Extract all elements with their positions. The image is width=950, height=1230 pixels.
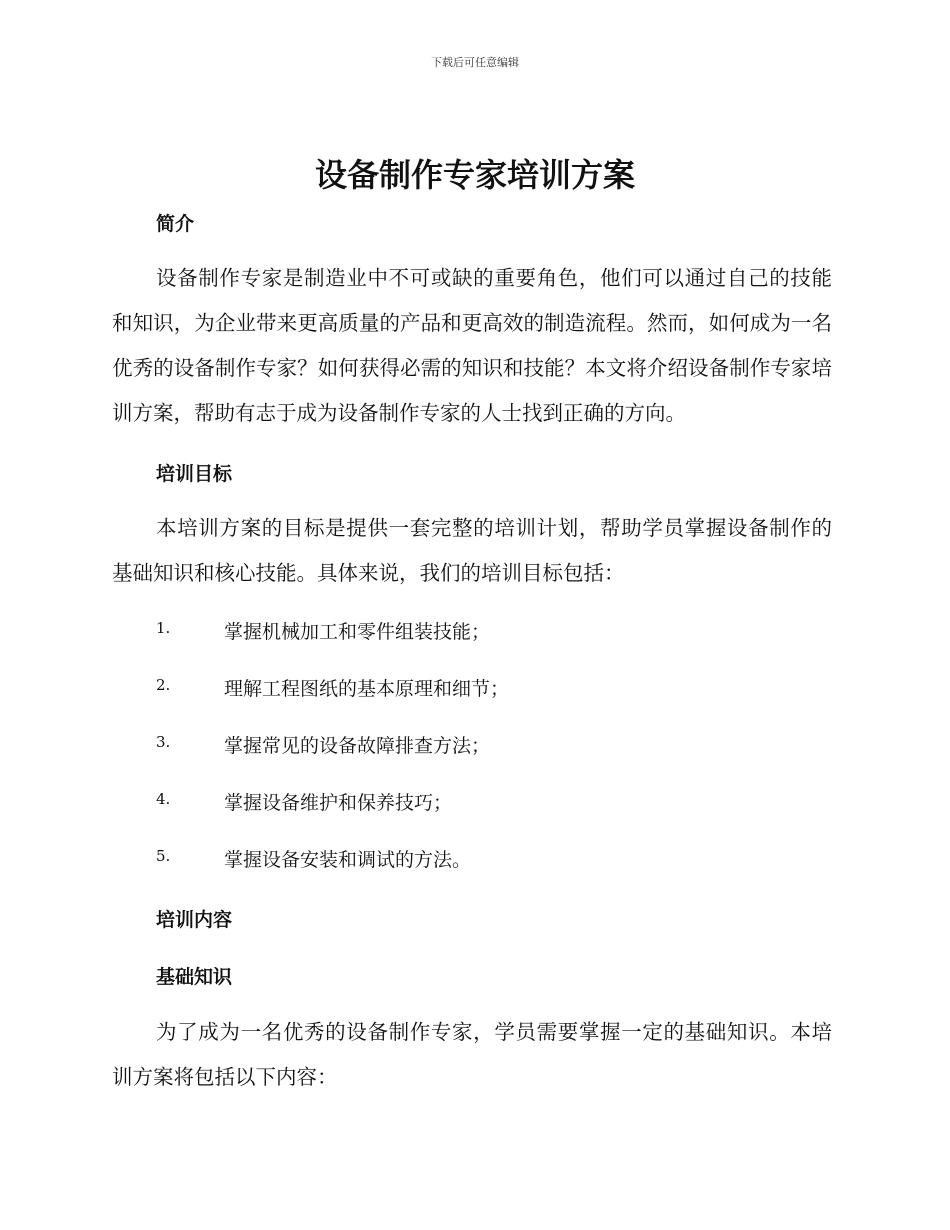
list-item <box>0 777 950 834</box>
list-number: 2. <box>156 676 171 694</box>
list-text: 掌握设备安装和调试的方法。 <box>224 849 472 871</box>
list-item <box>0 834 950 891</box>
header-note: 下载后可任意编辑 <box>431 56 519 69</box>
section-heading-basics: 基础知识 <box>156 966 233 988</box>
list-number: 4. <box>156 790 171 808</box>
list-text: 掌握常见的设备故障排查方法； <box>224 735 491 757</box>
section-heading-content: 培训内容 <box>156 909 233 931</box>
goals-list <box>0 606 950 891</box>
list-text: 掌握机械加工和零件组装技能； <box>224 621 491 643</box>
document-title: 设备制作专家培训方案 <box>314 156 635 194</box>
list-item <box>0 606 950 663</box>
list-text: 掌握设备维护和保养技巧； <box>224 792 453 814</box>
list-number: 1. <box>156 619 171 637</box>
basics-paragraph: 为了成为一名优秀的设备制作专家，学员需要掌握一定的基础知识。本培训方案将包括以下内容： <box>112 1020 832 1089</box>
list-text: 理解工程图纸的基本原理和细节； <box>224 678 510 700</box>
list-item <box>0 663 950 720</box>
section-heading-intro: 简介 <box>156 213 195 235</box>
list-item <box>0 720 950 777</box>
section-heading-goals: 培训目标 <box>156 463 233 485</box>
intro-paragraph: 设备制作专家是制造业中不可或缺的重要角色，他们可以通过自己的技能和知识，为企业带来更高质量的产品和更高效的制造流程。然而，如何成为一名优秀的设备制作专家？如何获得必需的知识和技能？本文将介绍设备制作专家培训方案，帮助有志于成为设备制作专家的人士找到正确的方向。 <box>112 266 832 425</box>
list-number: 5. <box>156 847 171 865</box>
goals-paragraph: 本培训方案的目标是提供一套完整的培训计划，帮助学员掌握设备制作的基础知识和核心技能。具体来说，我们的培训目标包括： <box>112 516 832 585</box>
list-number: 3. <box>156 733 171 751</box>
